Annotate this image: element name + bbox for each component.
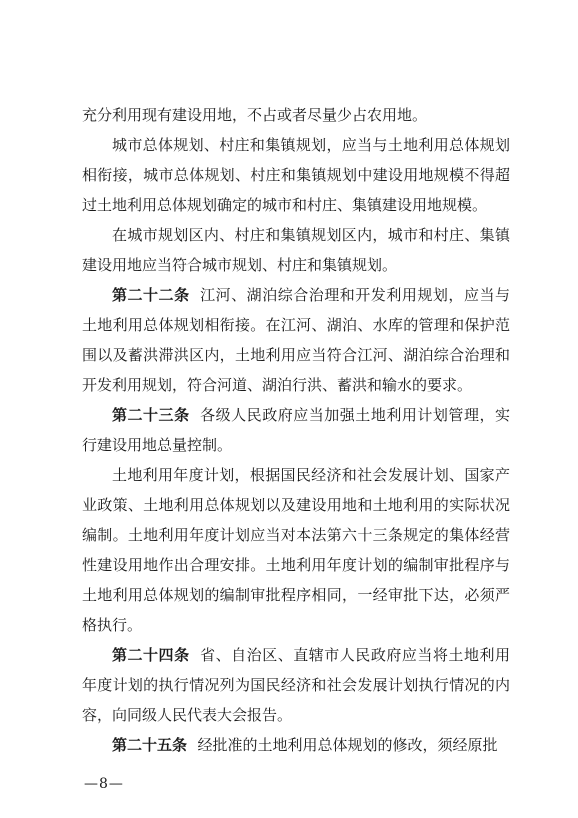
paragraph [82,460,510,640]
paragraph [82,100,510,130]
paragraph [82,130,510,220]
article-number: 第二十三条 [112,406,190,424]
paragraph-text: 城市总体规划、村庄和集镇规划，应当与土地利用总体规划相衔接，城市总体规划、村庄和集镇规划中建设用地规模不得超过土地利用总体规划确定的城市和村庄、集镇建设用地规模。 [82,136,510,214]
article-24 [82,640,510,730]
paragraph-text: 充分利用现有建设用地，不占或者尽量少占农用地。 [82,106,428,124]
paragraph-text: 江河、湖泊综合治理和开发利用规划，应当与土地利用总体规划相衔接。在江河、湖泊、水库的管理和保护范围以及蓄洪滞洪区内，土地利用应当符合江河、湖泊综合治理和开发利用规划，符合河道、湖泊行洪、蓄洪和输水的要求。 [82,286,510,394]
article-number: 第二十五条 [112,736,188,754]
page-number: —8— [84,776,124,792]
article-25 [82,730,510,760]
document-body [82,100,510,760]
article-number: 第二十二条 [112,286,190,304]
paragraph-text: 土地利用年度计划，根据国民经济和社会发展计划、国家产业政策、土地利用总体规划以及建设用地和土地利用的实际状况编制。土地利用年度计划应当对本法第六十三条规定的集体经营性建设用地作出合理安排。土地利用年度计划的编制审批程序与土地利用总体规划的编制审批程序相同，一经审批下达，必须严格执行。 [82,466,510,634]
article-23 [82,400,510,460]
paragraph-text: 各级人民政府应当加强土地利用计划管理，实行建设用地总量控制。 [82,406,510,454]
article-22 [82,280,510,400]
paragraph-text: 经批准的土地利用总体规划的修改，须经原批 [197,736,498,754]
paragraph-text: 在城市规划区内、村庄和集镇规划区内，城市和村庄、集镇建设用地应当符合城市规划、村庄和集镇规划。 [82,226,510,274]
paragraph-text: 省、自治区、直辖市人民政府应当将土地利用年度计划的执行情况列为国民经济和社会发展计划执行情况的内容，向同级人民代表大会报告。 [82,646,510,724]
paragraph [82,220,510,280]
article-number: 第二十四条 [112,646,190,664]
